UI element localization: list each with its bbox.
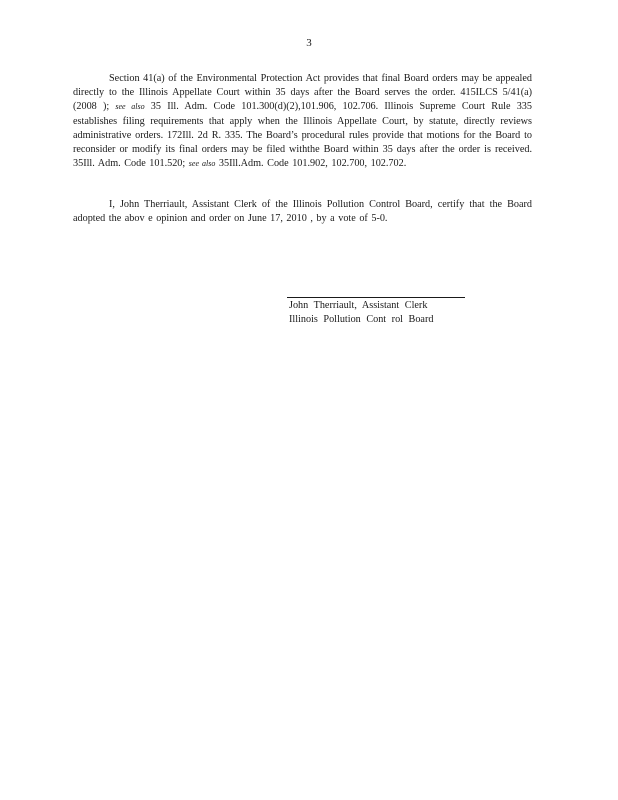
signature-block: [289, 299, 433, 327]
see-also-citation-signal: see also: [115, 102, 145, 112]
see-also-citation-signal: see also: [188, 159, 216, 169]
signature-line: [287, 297, 465, 298]
appeal-text-part-2: 35 Ill. Adm. Code 101.300(d)(2),101.906, 102.706. Illinois Supreme Court Rule 335 establishes filing requirements that apply when the Illinois Appellate Court, by statute, directly reviews administrative orders. 172Ill. 2d R. 335. The Board’s procedural rules provide that motions for the Board to reconsider or modify its final orders may be filed withthe Board within 35 days after the order is received. 35Ill. Adm. Code 101.520;: [73, 101, 532, 170]
appeal-text-part-3: 35Ill.Adm. Code 101.902, 102.700, 102.702.: [215, 158, 407, 170]
appeal-rights-paragraph: [73, 72, 532, 171]
page-number: 3: [306, 37, 312, 49]
certification-paragraph: I, John Therriault, Assistant Clerk of the Illinois Pollution Control Board, certify that the Board adopted the abov e opinion and order on June 17, 2010 , by a vote of 5-0.: [73, 199, 532, 225]
signer-name: John Therriault, Assistant Clerk: [289, 300, 428, 311]
appeal-text-part-1: Section 41(a) of the Environmental Protection Act provides that final Board orders may be appealed directly to the Illinois Appellate Court within 35 days after the Board serves the order. 415ILCS 5/41(a) (2008 );: [73, 73, 532, 113]
signer-organization: Illinois Pollution Cont rol Board: [289, 314, 434, 325]
